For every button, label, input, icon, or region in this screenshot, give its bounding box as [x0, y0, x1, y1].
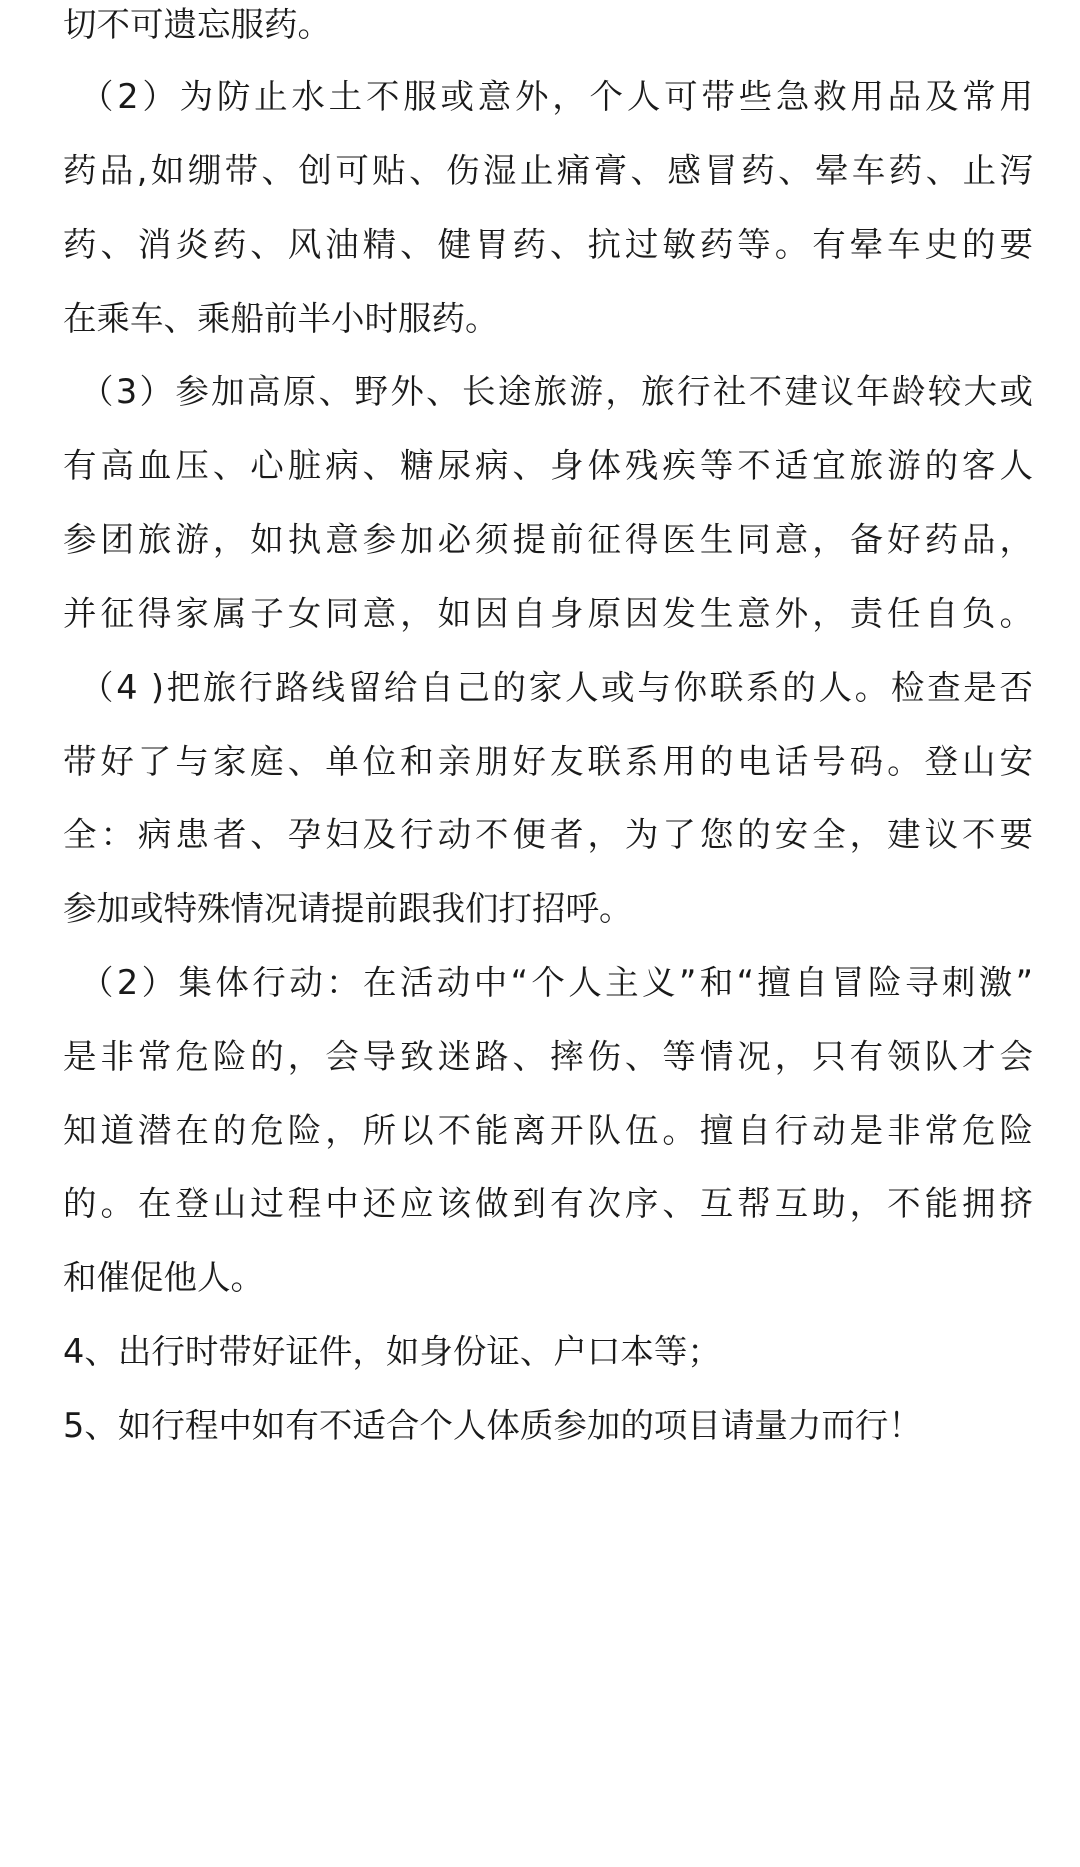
text-line-9: 并征得家属子女同意，如因自身原因发生意外，责任自负。 — [63, 594, 1033, 633]
text-line-3: 药品,如绷带、创可贴、伤湿止痛膏、感冒药、晕车药、止泻 — [63, 151, 1033, 190]
text-line-17: 的。在登山过程中还应该做到有次序、互帮互助，不能拥挤 — [63, 1184, 1033, 1223]
text-line-6: （3）参加高原、野外、长途旅游，旅行社不建议年龄较大或 — [80, 372, 1033, 411]
text-line-7: 有高血压、心脏病、糖尿病、身体残疾等不适宜旅游的客人 — [63, 446, 1033, 485]
text-line-12: 全：病患者、孕妇及行动不便者，为了您的安全，建议不要 — [63, 815, 1033, 854]
text-line-16: 知道潜在的危险，所以不能离开队伍。擅自行动是非常危险 — [63, 1111, 1033, 1150]
text-line-19: 4、出行时带好证件，如身份证、户口本等； — [63, 1332, 721, 1371]
text-line-2: （2）为防止水土不服或意外，个人可带些急救用品及常用 — [80, 77, 1033, 116]
text-line-20: 5、如行程中如有不适合个人体质参加的项目请量力而行！ — [63, 1406, 922, 1445]
text-line-15: 是非常危险的，会导致迷路、摔伤、等情况，只有领队才会 — [63, 1037, 1033, 1076]
text-line-8: 参团旅游，如执意参加必须提前征得医生同意，备好药品， — [63, 520, 1033, 559]
text-line-4: 药、消炎药、风油精、健胃药、抗过敏药等。有晕车史的要 — [63, 225, 1033, 264]
text-line-13: 参加或特殊情况请提前跟我们打招呼。 — [63, 889, 633, 928]
text-line-14: （2）集体行动：在活动中“个人主义”和“擅自冒险寻刺激” — [80, 963, 1033, 1002]
text-line-18: 和催促他人。 — [63, 1258, 264, 1297]
text-line-1: 切不可遗忘服药。 — [63, 5, 331, 44]
text-line-5: 在乘车、乘船前半小时服药。 — [63, 299, 499, 338]
text-line-11: 带好了与家庭、单位和亲朋好友联系用的电话号码。登山安 — [63, 742, 1033, 781]
text-line-10: （4 )把旅行路线留给自己的家人或与你联系的人。检查是否 — [80, 668, 1033, 707]
